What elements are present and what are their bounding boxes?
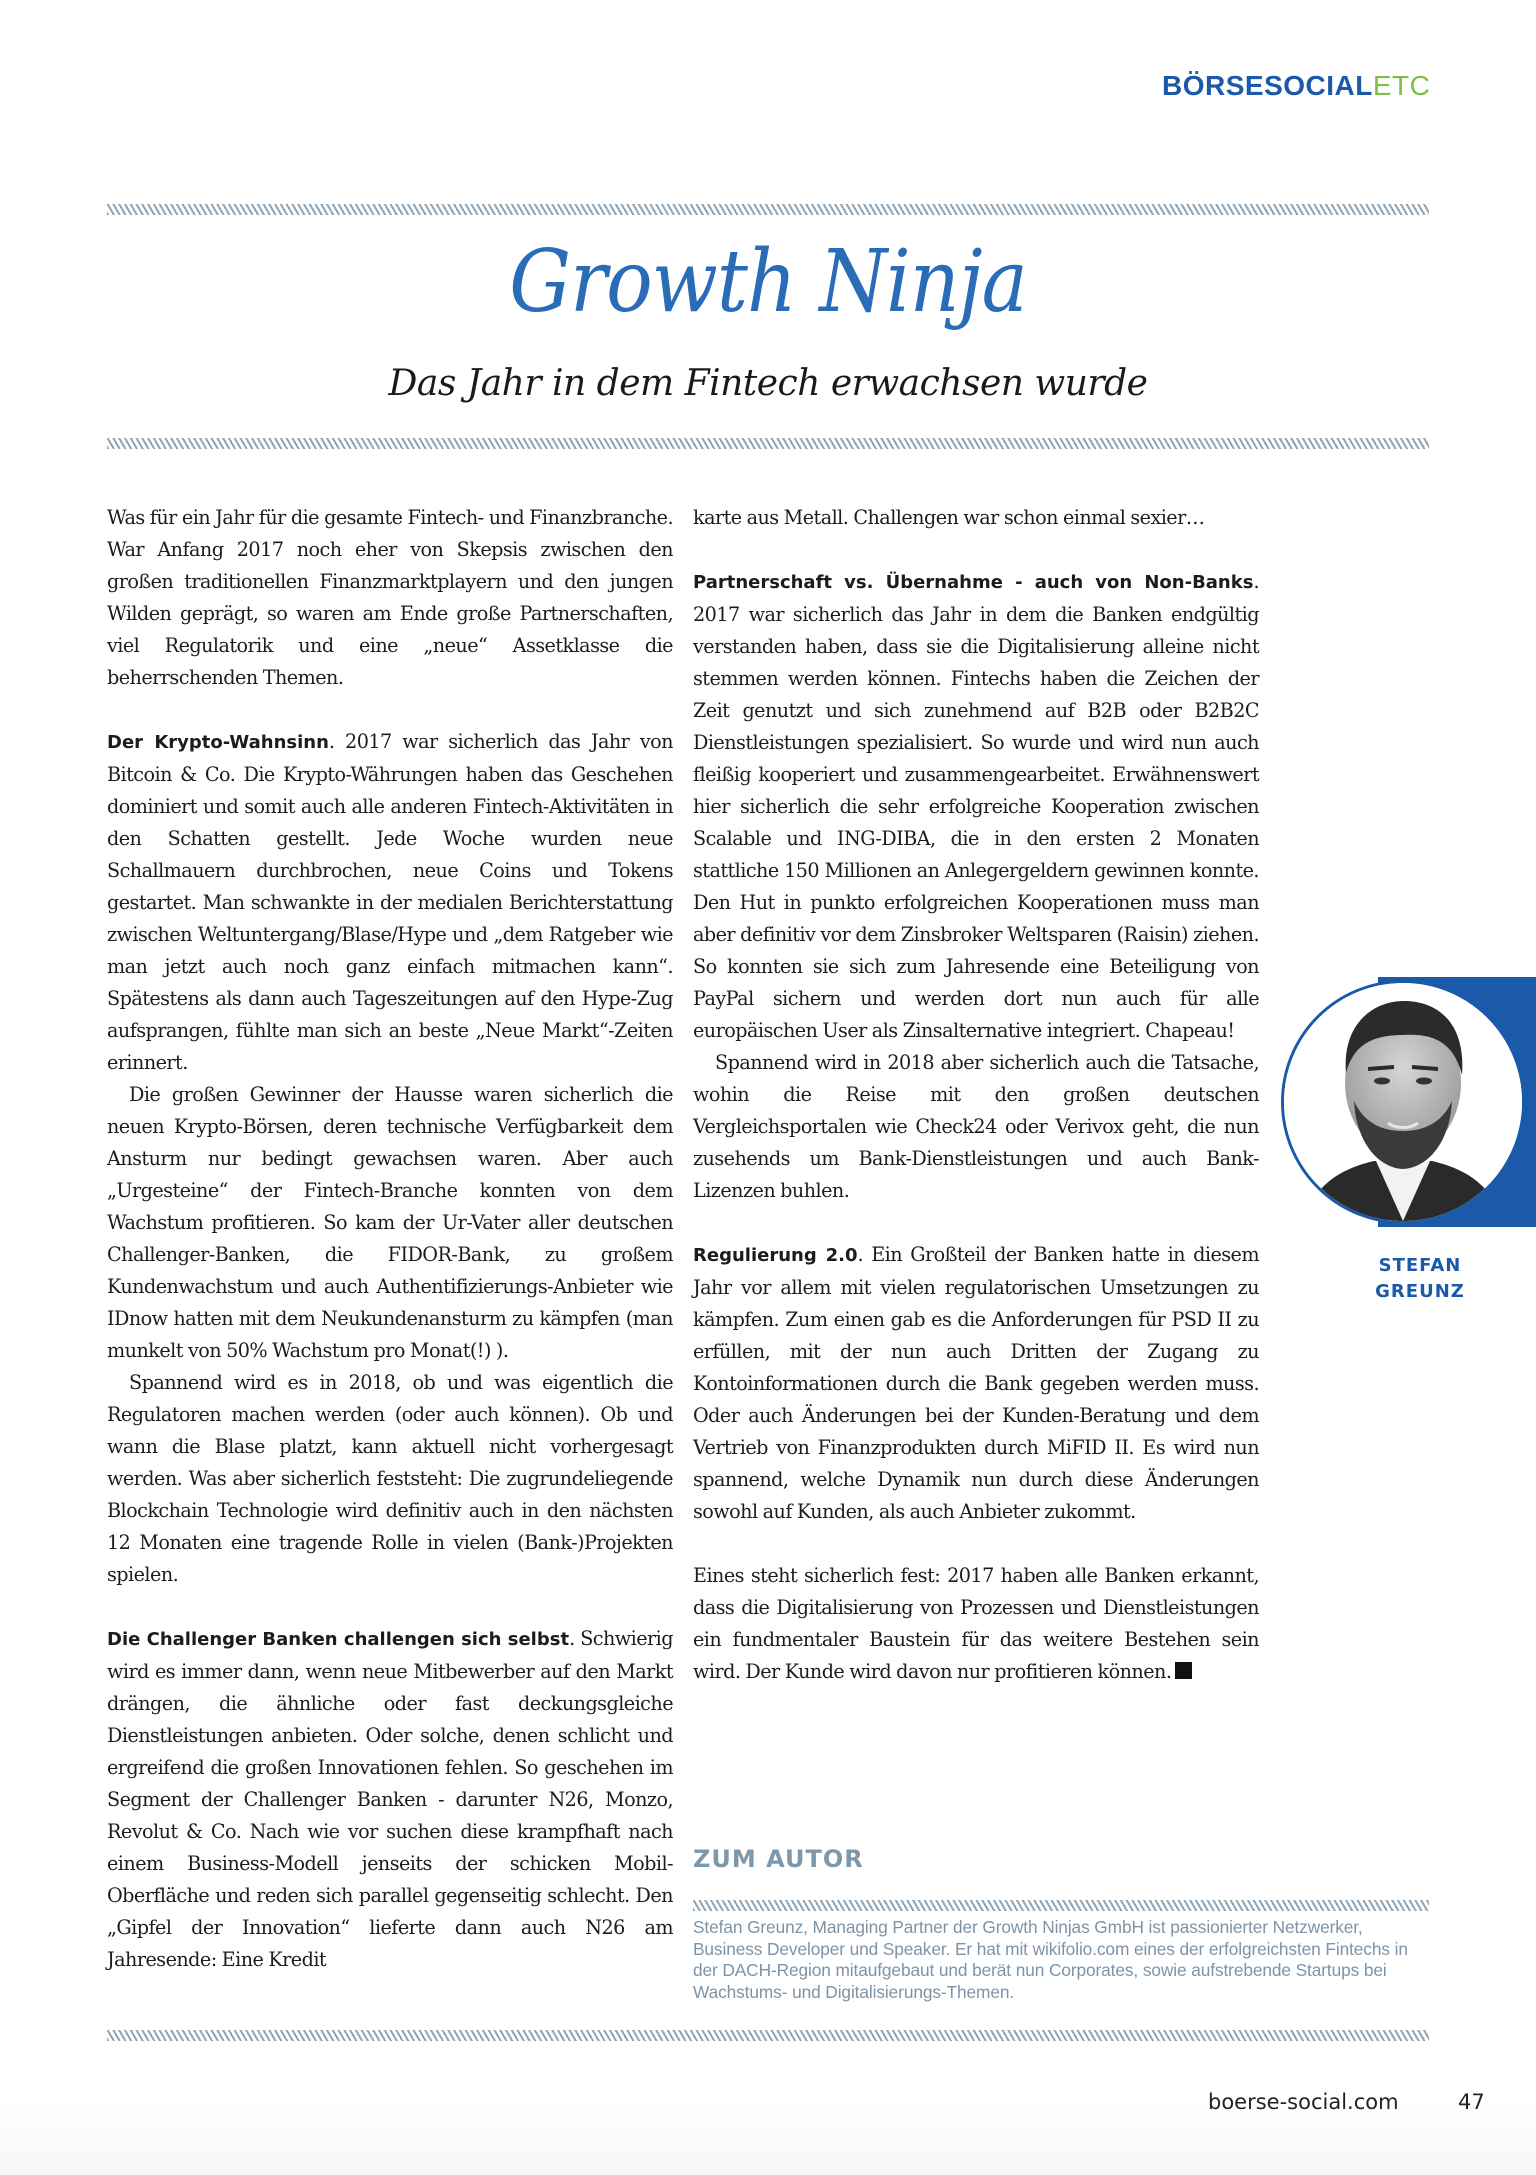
section-text-regulierung: . Ein Großteil der Banken hatte in diesem Jahr vor allem mit vielen regulatorischen Umsetzungen zu kämpfen. Zum einen gab es die Anforderungen für PSD II zu erfüllen, mit der nun auch Dritten der Zugang zu Kontoinformationen durch die Bank gegeben werden muss. Oder auch Änderungen bei der Kunden-Beratung und dem Vertrieb von Finanzprodukten durch MiFID II. Es wird nun spannend, welche Dynamik nun durch diese Änderungen sowohl auf Kunden, als auch Anbieter zukommt.: [693, 1243, 1259, 1523]
author-last-name: GREUNZ: [1375, 1281, 1465, 1302]
challenger-continuation: karte aus Metall. Challengen war schon einmal sexier…: [693, 506, 1205, 529]
section-text-krypto: . 2017 war sicherlich das Jahr von Bitcoin & Co. Die Krypto-Währungen haben das Geschehen dominiert und somit auch alle anderen Fintech-Aktivitäten in den Schatten gestellt. Jede Woche wurden neue Schallmauern durchbrochen, neue Coins und Tokens gestartet. Man schwankte in der medialen Berichterstattung zwischen Weltuntergang/Blase/Hype und „dem Ratgeber wie man jetzt auch noch ganz einfach mitmachen kann“. Spätestens als dann auch Tageszeitungen auf den Hype-Zug aufsprangen, fühlte man sich an beste „Neue Markt“-Zeiten erinnert.: [107, 730, 673, 1074]
column-right: [693, 502, 1259, 1688]
magazine-logo: [1162, 70, 1430, 102]
section-heading-regulierung: Regulierung 2.0: [693, 1245, 858, 1266]
conclusion-paragraph: [693, 1560, 1259, 1688]
top-divider: [107, 204, 1429, 215]
logo-boersesocial: BÖRSESOCIAL: [1162, 70, 1373, 101]
author-top-divider: [693, 1900, 1429, 1911]
section-heading-krypto: Der Krypto-Wahnsinn: [107, 732, 329, 753]
page-number: 47: [1458, 2090, 1485, 2114]
section-heading-partnerschaft: Partnerschaft vs. Übernahme - auch von Non-Banks: [693, 572, 1254, 593]
paragraph-gewinner: Die großen Gewinner der Hausse waren sicherlich die neuen Krypto-Börsen, deren technische Verfügbarkeit dem Ansturm nur bedingt gewachsen waren. Aber auch „Urgesteine“ der Fintech-Branche konnten von dem Wachstum profitieren. So kam der Ur-Vater aller deutschen Challenger-Banken, die FIDOR-Bank, zu großem Kundenwachstum und auch Authentifizierungs-Anbieter wie IDnow hatten mit dem Neukundenansturm zu kämpfen (man munkelt von 50% Wachstum pro Monat(!) ).: [107, 1083, 673, 1362]
footer-website: boerse-social.com: [1208, 2090, 1399, 2114]
column-left: [107, 502, 673, 1976]
author-photo-icon: [1284, 983, 1522, 1221]
logo-etc: ETC: [1372, 70, 1431, 101]
author-section-heading: ZUM AUTOR: [693, 1845, 864, 1873]
section-text-challenger: . Schwierig wird es immer dann, wenn neue Mitbewerber auf den Markt drängen, die ähnliche oder fast deckungsgleiche Dienstleistungen anbieten. Oder solche, denen schlicht und ergreifend die großen Innovationen fehlen. So geschehen im Segment der Challenger Banken - darunter N26, Monzo, Revolut & Co. Nach wie vor suchen diese krampfhaft nach einem Business-Modell jenseits der schicken Mobil-Oberfläche und reden sich parallel gegenseitig schlecht. Den „Gipfel der Innovation“ lieferte dann auch N26 am Jahresende: Eine Kredit: [107, 1627, 673, 1971]
end-of-article-icon: [1175, 1662, 1192, 1679]
paragraph-2018-regulatoren: Spannend wird es in 2018, ob und was eigentlich die Regulatoren machen werden (oder auch können). Ob und wann die Blase platzt, kann aktuell nicht vorhergesagt werden. Was aber sicherlich feststeht: Die zugrundeliegende Blockchain Technologie wird definitiv auch in den nächsten 12 Monaten eine tragende Rolle in vielen (Bank-)Projekten spielen.: [107, 1371, 673, 1586]
section-krypto: [107, 726, 673, 1079]
author-first-name: STEFAN: [1378, 1255, 1462, 1276]
article-subtitle: Das Jahr in dem Fintech erwachsen wurde: [388, 363, 1148, 404]
subtitle-divider: [107, 438, 1429, 449]
author-bio: Stefan Greunz, Managing Partner der Growth Ninjas GmbH ist passionierter Netzwerker, Business Developer und Speaker. Er hat mit wikifolio.com eines der erfolgreichsten Fintechs in der DACH-Region mitaufgebaut und berät nun Corporates, sowie aufstrebende Startups bei Wachstums- und Digitalisierungs-Themen.: [693, 1917, 1408, 2002]
article-title: Growth Ninja: [509, 232, 1027, 332]
section-heading-challenger: Die Challenger Banken challengen sich selbst: [107, 1629, 570, 1650]
section-regulierung: [693, 1239, 1259, 1528]
paragraph-vergleichsportale: Spannend wird in 2018 aber sicherlich auch die Tatsache, wohin die Reise mit den großen deutschen Vergleichsportalen wie Check24 oder Verivox geht, die nun zusehends um Bank-Dienstleistungen und auch Bank-Lizenzen buhlen.: [693, 1051, 1259, 1202]
bottom-divider: [107, 2030, 1429, 2041]
conclusion-text: Eines steht sicherlich fest: 2017 haben alle Banken erkannt, dass die Digitalisierung von Prozessen und Dienstleistungen ein fundmentaler Baustein für das weitere Bestehen sein wird. Der Kunde wird davon nur profitieren können.: [693, 1564, 1259, 1683]
section-text-partnerschaft: . 2017 war sicherlich das Jahr in dem die Banken endgültig verstanden haben, dass sie die Digitalisierung alleine nicht stemmen werden können. Fintechs haben die Zeichen der Zeit genutzt und sich zunehmend auf B2B oder B2B2C Dienstleistungen spezialisiert. So wurde und wird nun auch fleißig kooperiert und zusammengearbeitet. Erwähnenswert hier sicherlich die sehr erfolgreiche Kooperation zwischen Scalable und ING-DIBA, die in den ersten 2 Monaten stattliche 150 Millionen an Anlegergeldern gewinnen konnte. Den Hut in punkto erfolgreichen Kooperationen muss man aber definitiv vor dem Zinsbroker Weltsparen (Raisin) ziehen. So konnten sie sich zum Jahresende eine Beteiligung von PayPal sichern und werden dort nun auch für alle europäischen User als Zinsalternative integriert. Chapeau!: [693, 570, 1259, 1042]
section-partnerschaft: [693, 566, 1259, 1047]
author-portrait: [1281, 980, 1525, 1224]
author-name: [1340, 1253, 1500, 1305]
section-challenger: [107, 1623, 673, 1976]
intro-paragraph: Was für ein Jahr für die gesamte Fintech- und Finanzbranche. War Anfang 2017 noch eher von Skepsis zwischen den großen traditionellen Finanzmarktplayern und den jungen Wilden geprägt, so waren am Ende große Partnerschaften, viel Regulatorik und eine „neue“ Assetklasse die beherrschenden Themen.: [107, 506, 673, 689]
